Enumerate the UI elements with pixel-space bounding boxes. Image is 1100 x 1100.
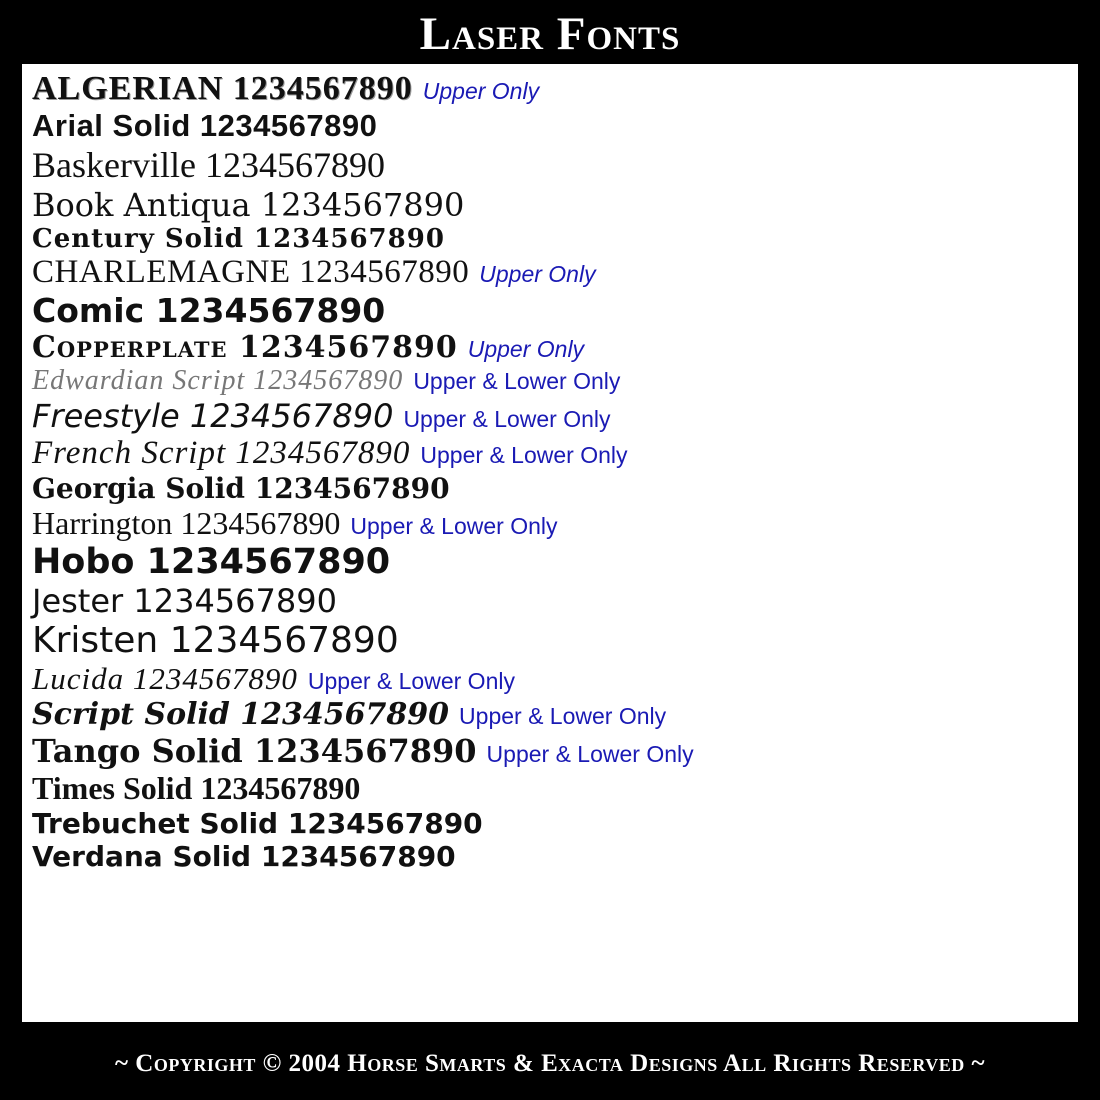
page-title: Laser Fonts: [419, 8, 681, 60]
font-row: [32, 505, 1078, 542]
font-sample: Baskerville 1234567890: [32, 145, 385, 185]
font-sample: Book Antiqua 1234567890: [32, 186, 465, 224]
font-row: [32, 330, 1078, 365]
font-note: Upper & Lower Only: [420, 442, 628, 468]
font-sample: Times Solid 1234567890: [32, 770, 361, 806]
font-sample: French Script 1234567890: [32, 435, 411, 471]
font-note: Upper & Lower Only: [486, 741, 694, 767]
font-sample: Script Solid 1234567890: [32, 697, 450, 732]
font-row: [32, 582, 1078, 620]
font-row: [32, 435, 1078, 472]
font-note: Upper & Lower Only: [307, 668, 515, 694]
font-row: [32, 397, 1078, 435]
font-row: [32, 291, 1078, 330]
font-sample: ALGERIAN 1234567890: [32, 70, 413, 107]
font-row: [32, 661, 1078, 697]
font-row: [32, 254, 1078, 291]
font-sample: Lucida 1234567890: [32, 661, 298, 696]
font-note: Upper Only: [422, 78, 540, 104]
font-row: [32, 365, 1078, 397]
font-sample: Century Solid 1234567890: [32, 224, 445, 254]
font-sample: Comic 1234567890: [32, 291, 386, 330]
font-note: Upper & Lower Only: [413, 368, 621, 394]
font-note: Upper Only: [479, 261, 596, 287]
font-row: [32, 472, 1078, 505]
font-sample: Hobo 1234567890: [32, 542, 391, 582]
font-row: [32, 542, 1078, 582]
font-note: Upper Only: [467, 336, 585, 362]
font-row: [32, 732, 1078, 770]
font-rows: [22, 64, 1078, 873]
font-sample: Arial Solid 1234567890: [32, 108, 378, 143]
font-sample: Jester 1234567890: [32, 582, 337, 620]
font-row: [32, 224, 1078, 254]
font-row: [32, 840, 1078, 873]
font-sample: Kristen 1234567890: [32, 620, 399, 661]
font-sample: CHARLEMAGNE 1234567890: [32, 254, 470, 290]
font-sample: Edwardian Script 1234567890: [32, 365, 404, 396]
font-row: [32, 70, 1078, 108]
font-sample: Verdana Solid 1234567890: [32, 840, 456, 873]
copyright-footer: ~ Copyright © 2004 Horse Smarts & Exacta Designs All Rights Reserved ~: [115, 1050, 985, 1077]
font-note: Upper & Lower Only: [403, 406, 611, 432]
font-note: Upper & Lower Only: [350, 513, 558, 539]
font-sample: Harrington 1234567890: [32, 505, 341, 541]
font-sample: Freestyle 1234567890: [32, 397, 394, 435]
font-row: [32, 108, 1078, 144]
font-sample: Tango Solid 1234567890: [32, 732, 477, 770]
font-row: [32, 620, 1078, 661]
font-row: [32, 807, 1078, 840]
font-row: [32, 770, 1078, 807]
font-row: [32, 144, 1078, 186]
font-sample: Trebuchet Solid 1234567890: [32, 807, 483, 840]
font-row: [32, 186, 1078, 224]
font-list-sheet: [22, 64, 1078, 1022]
font-sample: Georgia Solid 1234567890: [32, 472, 450, 505]
font-sample: Copperplate 1234567890: [32, 330, 458, 365]
font-note: Upper & Lower Only: [459, 703, 667, 729]
font-row: [32, 697, 1078, 732]
